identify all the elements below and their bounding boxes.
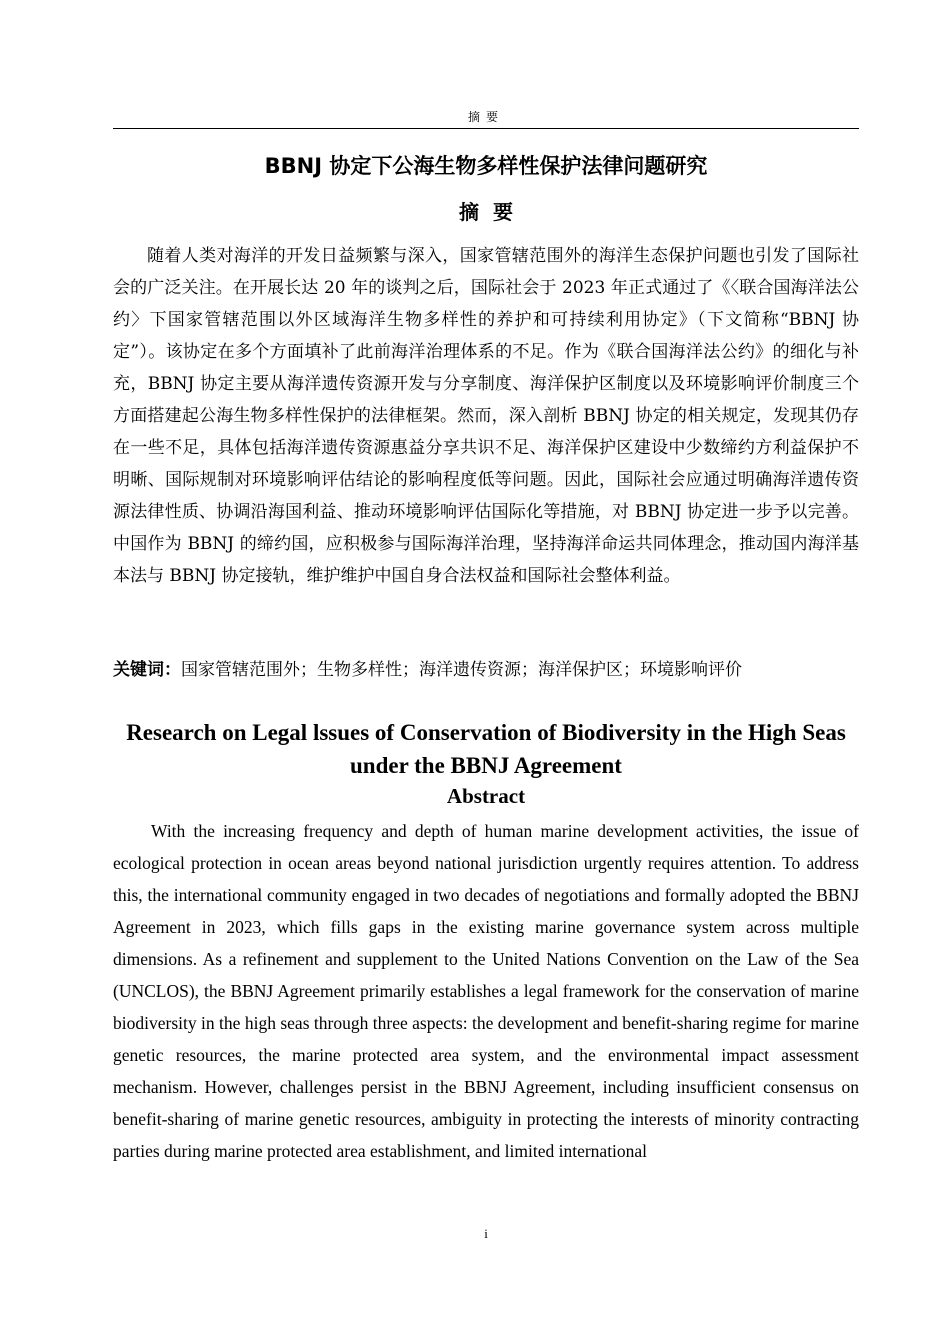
english-title: Research on Legal lssues of Conservation of Biodiversity in the High Seas under the BBNJ Agreement [126, 720, 846, 778]
running-header: 摘要 [467, 110, 504, 124]
keywords-text: 国家管辖范围外；生物多样性；海洋遗传资源；海洋保护区；环境影响评价 [181, 660, 742, 680]
keywords-label: 关键词： [113, 660, 181, 680]
english-abstract-heading: Abstract [446, 784, 526, 808]
keywords-line [113, 654, 859, 686]
chinese-title: BBNJ 协定下公海生物多样性保护法律问题研究 [264, 154, 708, 178]
page-number: i [484, 1226, 488, 1241]
chinese-abstract-body: 随着人类对海洋的开发日益频繁与深入，国家管辖范围外的海洋生态保护问题也引发了国际社会的广泛关注。在开展长达 20 年的谈判之后，国际社会于 2023 年正式通过了《〈联合国海洋法公约〉下国家管辖范围以外区域海洋生物多样性的养护和可持续利用协定》（下文简称“BBNJ 协定”）。该协定在多个方面填补了此前海洋治理体系的不足。作为《联合国海洋法公约》的细化与补充，BBNJ 协定主要从海洋遗传资源开发与分享制度、海洋保护区制度以及环境影响评价制度三个方面搭建起公海生物多样性保护的法律框架。然而，深入剖析 BBNJ 协定的相关规定，发现其仍存在一些不足，具体包括海洋遗传资源惠益分享共识不足、海洋保护区建设中少数缔约方利益保护不明晰、国际规制对环境影响评估结论的影响程度低等问题。因此，国际社会应通过明确海洋遗传资源法律性质、协调沿海国利益、推动环境影响评估国际化等措施，对 BBNJ 协定进一步予以完善。中国作为 BBNJ 的缔约国，应积极参与国际海洋治理，坚持海洋命运共同体理念，推动国内海洋基本法与 BBNJ 协定接轨，维护维护中国自身合法权益和国际社会整体利益。 [113, 246, 859, 586]
header-rule [113, 128, 859, 129]
chinese-abstract-heading: 摘要 [459, 200, 527, 224]
english-abstract-body: With the increasing frequency and depth of human marine development activities, the issue of ecological protection in ocean areas beyond national jurisdiction urgently requires attention. To address this, the international community engaged in two decades of negotiations and formally adopted the BBNJ Agreement in 2023, which fills gaps in the existing marine governance system across multiple dimensions. As a refinement and supplement to the United Nations Convention on the Law of the Sea (UNCLOS), the BBNJ Agreement primarily establishes a legal framework for the conservation of marine biodiversity in the high seas through three aspects: the development and benefit-sharing regime for marine genetic resources, the marine protected area system, and the environmental impact assessment mechanism. However, challenges persist in the BBNJ Agreement, including insufficient consensus on benefit-sharing of marine genetic resources, ambiguity in protecting the interests of minority contracting parties during marine protected area establishment, and limited international [113, 821, 859, 1161]
